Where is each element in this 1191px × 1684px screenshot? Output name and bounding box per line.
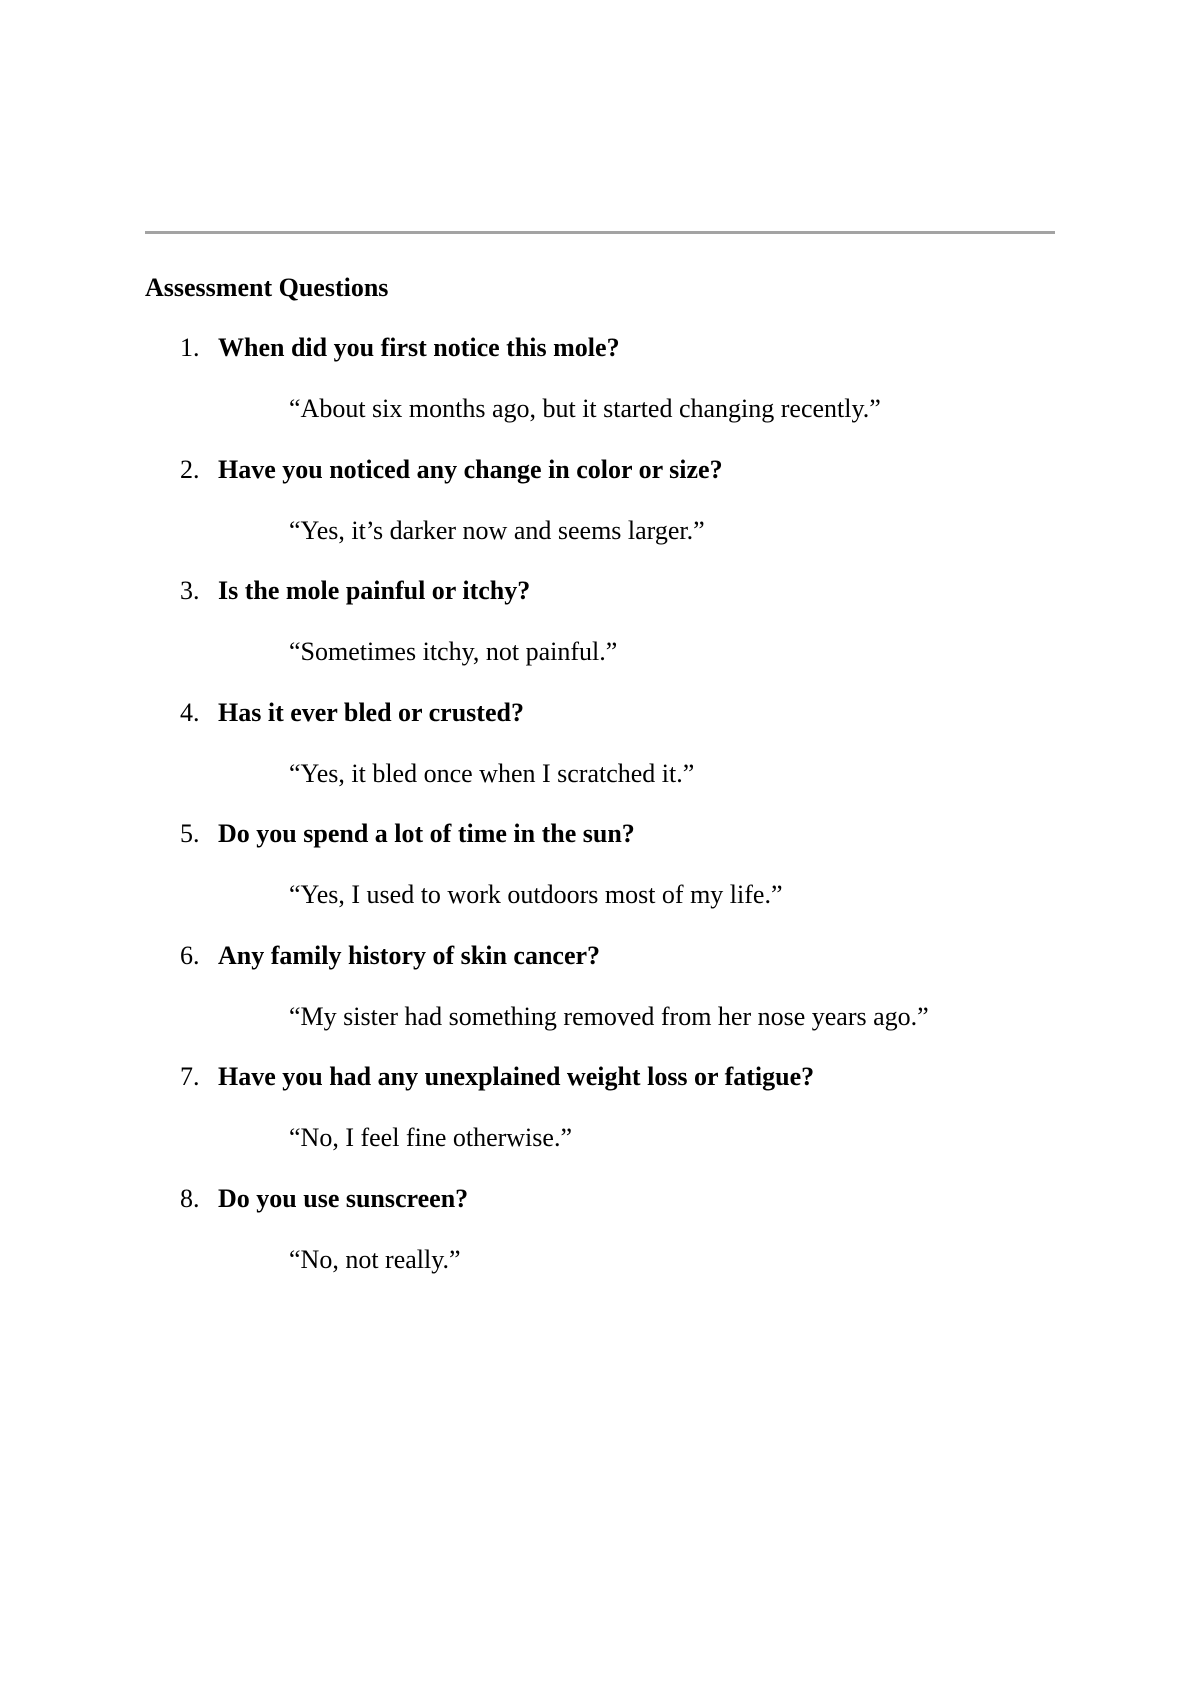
question-number: 1. [180, 333, 200, 362]
answer-text: “Yes, it’s darker now and seems larger.” [289, 515, 705, 545]
question-text: Do you spend a lot of time in the sun? [218, 819, 635, 848]
horizontal-rule [145, 231, 1055, 234]
answer-text: “No, I feel fine otherwise.” [289, 1123, 572, 1152]
question-number: 5. [180, 819, 200, 848]
question-text: When did you first notice this mole? [218, 333, 620, 362]
answer-text: “My sister had something removed from her nose years ago.” [289, 1001, 929, 1031]
question-number: 6. [180, 940, 200, 970]
question-number: 4. [180, 697, 200, 727]
answer-text: “Sometimes itchy, not painful.” [289, 637, 618, 666]
answer-text: “Yes, it bled once when I scratched it.” [289, 758, 695, 788]
list-item [0, 1183, 1191, 1305]
list-item [0, 575, 1191, 697]
question-text: Have you noticed any change in color or size? [218, 454, 723, 484]
question-number: 8. [180, 1183, 200, 1213]
answer-text: “Yes, I used to work outdoors most of my life.” [289, 880, 783, 909]
list-item [0, 697, 1191, 819]
list-item [0, 454, 1191, 576]
question-text: Is the mole painful or itchy? [218, 576, 531, 605]
list-item [0, 818, 1191, 940]
list-item [0, 332, 1191, 454]
question-text: Have you had any unexplained weight loss or fatigue? [218, 1062, 815, 1091]
answer-text: “About six months ago, but it started changing recently.” [289, 394, 881, 423]
list-item [0, 1061, 1191, 1183]
question-number: 7. [180, 1062, 200, 1091]
question-number: 2. [180, 454, 200, 484]
question-text: Has it ever bled or crusted? [218, 697, 524, 727]
list-item [0, 940, 1191, 1062]
answer-text: “No, not really.” [289, 1244, 461, 1274]
section-heading: Assessment Questions [145, 273, 389, 302]
question-list [0, 332, 1191, 1304]
question-number: 3. [180, 576, 200, 605]
question-text: Any family history of skin cancer? [218, 940, 601, 970]
question-text: Do you use sunscreen? [218, 1183, 469, 1213]
